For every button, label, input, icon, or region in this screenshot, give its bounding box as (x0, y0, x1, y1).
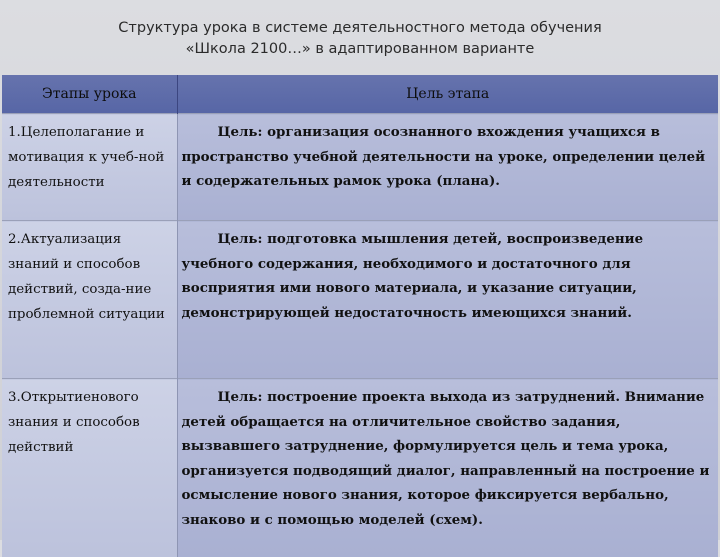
table-row (2, 379, 718, 557)
stage-text: 2.Актуализация знаний и способов действий, созда-ние проблемной ситуации (8, 232, 165, 322)
stage-text: 1.Целеполагание и мотивация к учеб-ной деятельности (8, 125, 164, 190)
stage-text: 3.Открытиенового знания и способов действий (8, 390, 140, 455)
stage-cell (2, 221, 177, 379)
lesson-structure-table (2, 75, 718, 557)
goal-cell (177, 221, 718, 379)
header-goal: Цель этапа (177, 75, 718, 114)
table-row (2, 221, 718, 379)
table-row (2, 114, 718, 221)
stage-cell (2, 114, 177, 221)
stage-cell (2, 379, 177, 557)
goal-cell (177, 379, 718, 557)
goal-text: Цель: построение проекта выхода из затруднений. Внимание детей обращается на отличительное свойство задания, вызвавшего затруднение, формулируется цель и тема урока, организуется подводящий диалог, направленный на построение и осмысление нового знания, которое фиксируется вербально, знаково и с помощью моделей (схем). (182, 389, 710, 528)
title-line-1: Структура урока в системе деятельностного метода обучения (60, 18, 660, 39)
goal-text: Цель: организация осознанного вхождения учащихся в пространство учебной деятельности на уроке, определении целей и содержательных рамок урока (плана). (182, 124, 706, 189)
slide-title (60, 18, 660, 60)
table-header-row (2, 75, 718, 114)
goal-cell (177, 114, 718, 221)
goal-text: Цель: подготовка мышления детей, воспроизведение учебного содержания, необходимого и достаточного для восприятия ими нового материала, и указание ситуации, демонстрирующей недостаточность имеющихся знаний. (182, 231, 644, 321)
header-stages: Этапы урока (2, 75, 177, 114)
title-line-2: «Школа 2100…» в адаптированном варианте (60, 39, 660, 60)
